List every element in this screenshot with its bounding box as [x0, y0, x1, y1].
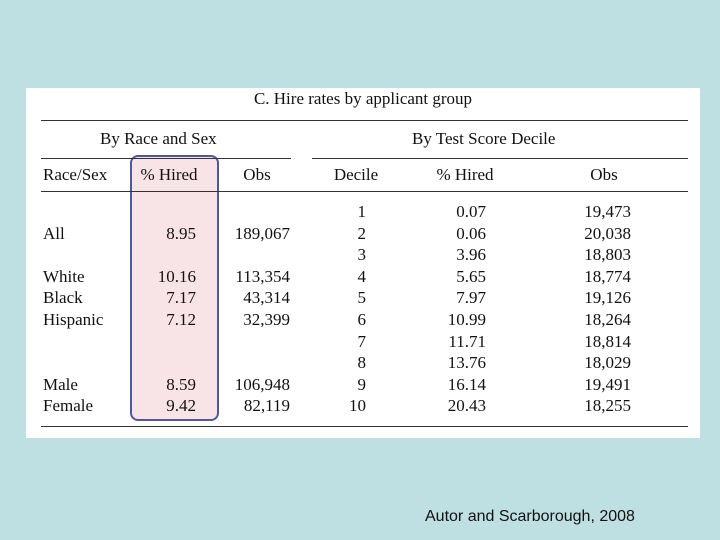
col-header-left-hired: % Hired	[140, 165, 198, 184]
table-row-label: Hispanic	[43, 310, 104, 329]
table-row-right-hired: 10.99	[447, 310, 486, 329]
table-row-right-hired: 0.07	[456, 202, 486, 221]
table-row-right-obs: 19,491	[584, 374, 631, 394]
col-header-left-obs: Obs	[243, 165, 271, 184]
table-row-left-obs: 189,067	[234, 223, 290, 243]
table-row-right-obs: 18,774	[584, 266, 631, 286]
table-panel	[26, 88, 700, 438]
right-group-header: By Test Score Decile	[412, 129, 556, 148]
table-row-decile: 5	[357, 288, 366, 308]
table-row-right-obs: 18,264	[584, 310, 631, 329]
table-row-decile: 2	[357, 223, 366, 243]
top-rule	[41, 120, 688, 121]
table-row-decile: 10	[349, 396, 366, 416]
table-row-decile: 4	[357, 266, 366, 286]
col-header-right-obs: Obs	[590, 165, 618, 184]
table-row-right-obs: 18,029	[584, 353, 631, 373]
table-row-left-hired: 8.95	[166, 223, 196, 243]
table-row-right-obs: 18,255	[584, 396, 631, 416]
table-row-right-hired: 3.96	[456, 245, 486, 265]
bottom-rule	[41, 426, 688, 427]
table-row-label: Black	[43, 288, 83, 308]
table-row-label: Male	[43, 374, 78, 394]
table-row-left-hired: 9.42	[166, 396, 196, 416]
table-row-right-hired: 0.06	[456, 223, 486, 243]
header-rule	[41, 191, 688, 192]
table-row-decile: 3	[357, 245, 366, 265]
table-row-right-obs: 19,126	[584, 288, 631, 308]
table-row-left-obs: 43,314	[243, 288, 290, 308]
citation: Autor and Scarborough, 2008	[425, 508, 635, 525]
col-header-right-hired: % Hired	[436, 165, 494, 184]
table-row-decile: 7	[357, 331, 366, 351]
table-row-label: Female	[43, 396, 94, 416]
table-row-right-hired: 5.65	[456, 266, 486, 286]
table-row-left-hired: 8.59	[166, 374, 196, 394]
table-row-right-hired: 16.14	[447, 374, 486, 394]
table-row-left-obs: 32,399	[243, 310, 290, 329]
table-row-left-hired: 7.12	[166, 310, 196, 329]
table-row-left-hired: 7.17	[166, 288, 196, 308]
table-row-right-hired: 7.97	[456, 288, 486, 308]
table-row-right-obs: 18,814	[584, 331, 631, 351]
left-group-header: By Race and Sex	[100, 129, 217, 148]
table-row-right-hired: 20.43	[447, 396, 486, 416]
table-row-right-obs: 20,038	[584, 223, 631, 243]
table-row-decile: 1	[357, 202, 366, 221]
table-row-label: White	[43, 266, 85, 286]
table-row-right-hired: 13.76	[447, 353, 486, 373]
left-group-rule	[41, 158, 291, 159]
right-group-rule	[312, 158, 688, 159]
table-row-right-obs: 18,803	[584, 245, 631, 265]
table-row-decile: 6	[357, 310, 366, 329]
table-row-left-obs: 113,354	[235, 266, 290, 286]
table-row-decile: 9	[357, 374, 366, 394]
table-row-left-hired: 10.16	[157, 266, 196, 286]
table-row-left-obs: 82,119	[243, 396, 290, 416]
table-row-label: All	[43, 223, 65, 243]
table-row-decile: 8	[357, 353, 366, 373]
col-header-decile: Decile	[333, 165, 379, 184]
table-row-right-obs: 19,473	[584, 202, 631, 221]
table-row-right-hired: 11.71	[448, 331, 486, 351]
table-title: C. Hire rates by applicant group	[253, 89, 473, 108]
table-row-left-obs: 106,948	[234, 374, 290, 394]
col-header-race-sex: Race/Sex	[43, 165, 108, 184]
